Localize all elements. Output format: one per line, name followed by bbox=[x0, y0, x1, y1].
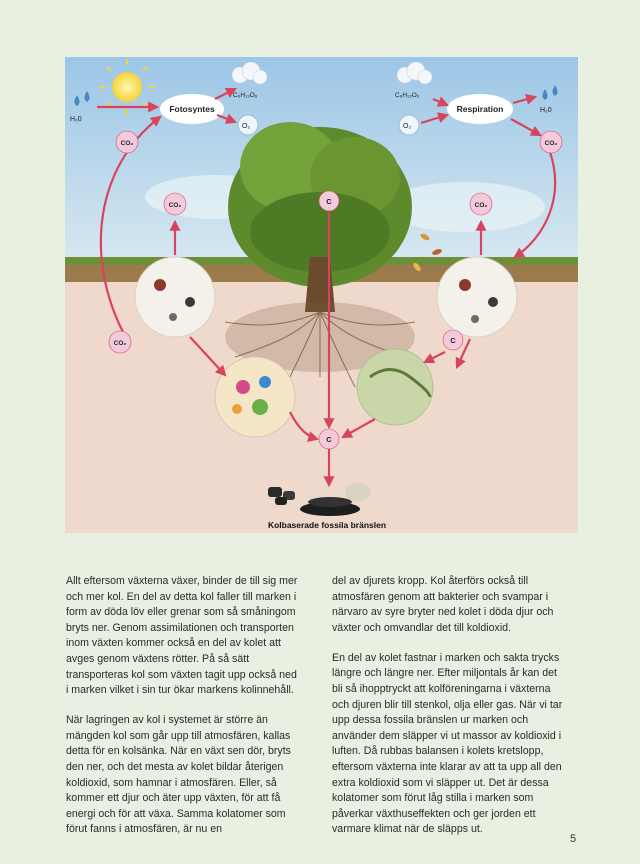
glucose-label-right: C₆H₁₂O₆ bbox=[395, 92, 420, 99]
c-label-trunk: C bbox=[326, 197, 332, 206]
figure-caption: Kolbaserade fossila bränslen bbox=[267, 520, 387, 530]
microorganisms-circle bbox=[215, 357, 295, 437]
carbon-cycle-illustration bbox=[65, 57, 578, 533]
page-number: 5 bbox=[570, 833, 577, 845]
respiration-label: Respiration bbox=[456, 104, 504, 114]
co2-label-upper-left: CO₂ bbox=[168, 202, 182, 209]
photosynthesis-label: Fotosyntes bbox=[169, 104, 215, 114]
soil-organisms-left bbox=[135, 257, 215, 337]
co2-label-top-left: CO₂ bbox=[120, 140, 134, 147]
soil-organisms-right bbox=[437, 257, 517, 337]
o2-label-left: O₂ bbox=[242, 123, 251, 130]
co2-label-lower-left: CO₂ bbox=[113, 340, 127, 347]
co2-label-top-right: CO₂ bbox=[544, 140, 558, 147]
paragraph: Allt eftersom växterna växer, binder de till sig mer och mer kol. En del av detta kol faller till marken i form av döda löv eller grenar som så småningom bryts ner. Genom assimilationen och transporten inom växten kommer också en del av kolet att avges genom växtens rötter. På så sätt transporteras kol som växten tagit upp också ned i marken vilket i sin tur ökar markens kolinnehåll. bbox=[66, 575, 298, 697]
right-text-column bbox=[332, 574, 567, 853]
co2-label-upper-right: CO₂ bbox=[474, 202, 488, 209]
paragraph: När lagringen av kol i systemet är större än mängden kol som går upp till atmosfären, kallas detta för en kolsänka. När en växt sen dör, bryts den ner, och det mesta av kolet bildar återigen koldioxid, som hamnar i atmosfären. Eller, så kommer ett djur och äter upp växten, för att få energi och för att växa. Samma kolatomer som förut fanns i atmosfären, är nu en bbox=[66, 714, 291, 836]
glucose-label-left: C₆H₁₂O₆ bbox=[233, 92, 258, 99]
c-label-bottom: C bbox=[326, 435, 332, 444]
paragraph: del av djurets kropp. Kol återförs också till atmosfären genom att bakterier och svampar i närvaro av syre bryter ned kolet i döda djur och växter och omvandlar det till koldioxid. bbox=[332, 575, 554, 634]
water-label-right: H₂0 bbox=[540, 107, 552, 114]
paragraph: En del av kolet fastnar i marken och sakta trycks längre och längre ner. Efter miljontals år kan det bli så ihopptryckt att kolföreningarna i växterna och djuren blir till stenkol, olja eller gas. När vi tar upp dessa fossila bränslen ur marken och använder dem släpper vi ut massor av koldioxid i luften. Då rubbas balansen i kolets kretslopp, eftersom växterna inte klarar av att ta upp all den extra koldioxid som vi släpper ut. Det är dessa kolatomer som förut låg stilla i marken som påverkar växthuseffekten och ger jorden ett varmare klimat när de släpps ut. bbox=[332, 651, 563, 836]
left-text-column bbox=[66, 574, 301, 853]
c-label-right: C bbox=[450, 336, 456, 345]
water-label-left: H₂0 bbox=[70, 116, 82, 123]
o2-label-right: O₂ bbox=[403, 123, 412, 130]
